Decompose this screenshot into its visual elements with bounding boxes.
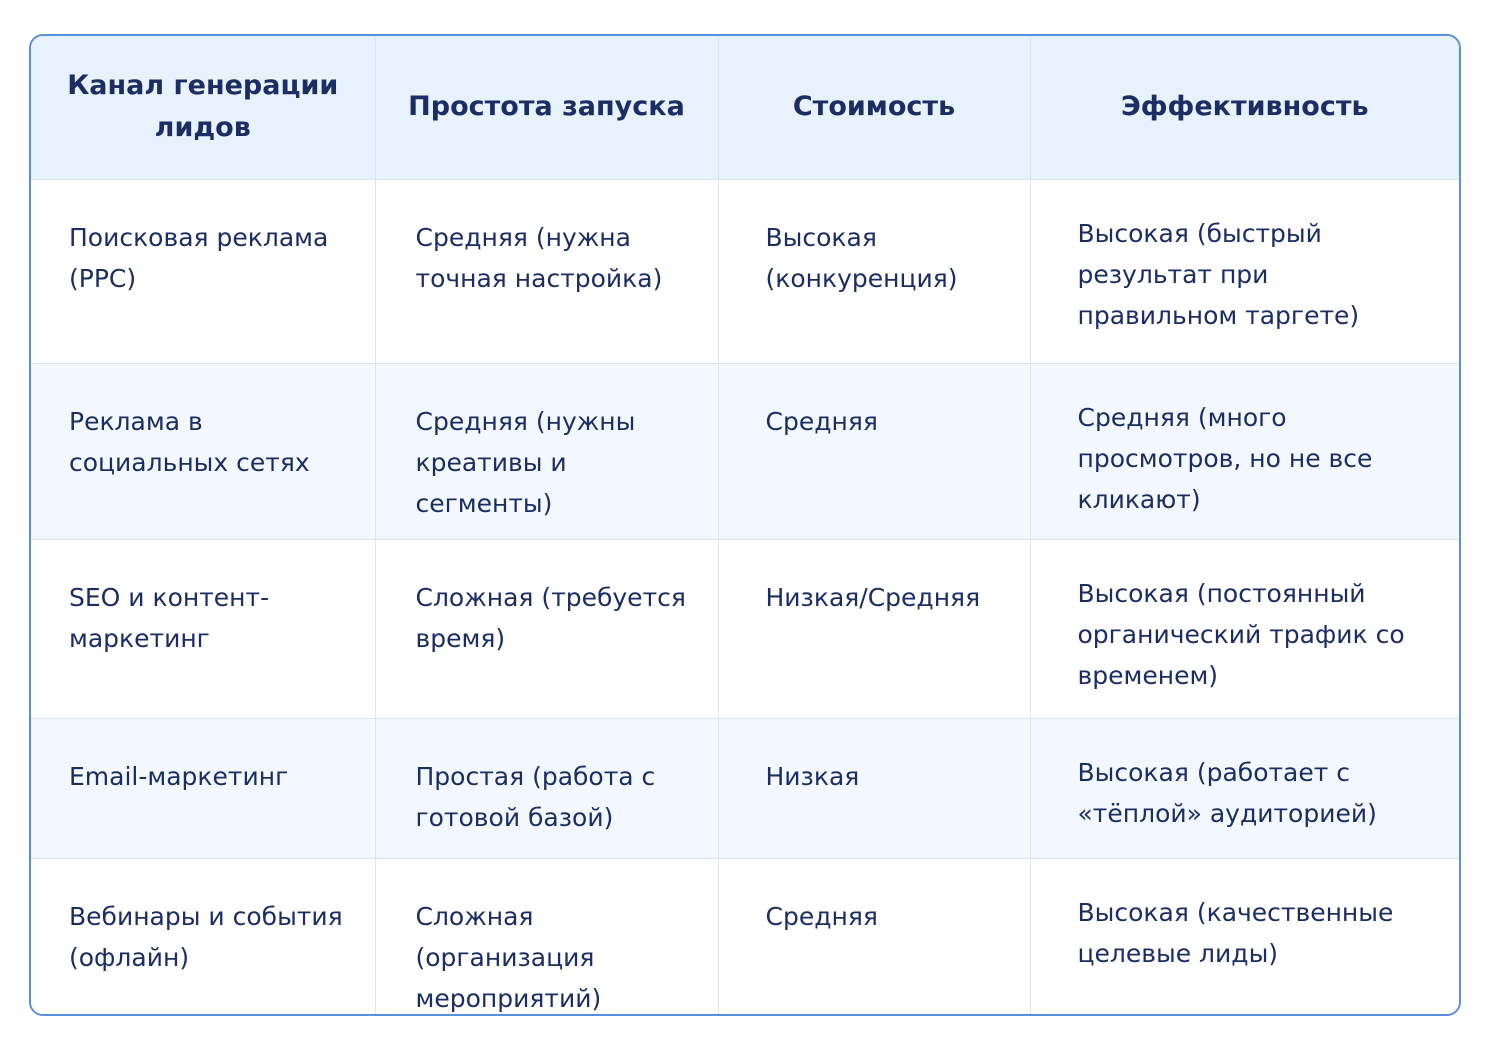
cell-cost: Средняя [718,363,1030,539]
header-channel: Канал генерации лидов [31,36,375,179]
header-cost: Стоимость [718,36,1030,179]
cell-ease: Сложная (требуется время) [375,539,718,718]
table-row [31,363,1459,539]
cell-cost: Низкая [718,718,1030,858]
cell-ease: Простая (работа с готовой базой) [375,718,718,858]
header-effectiveness: Эффективность [1030,36,1459,179]
cell-cost: Низкая/Средняя [718,539,1030,718]
table-row [31,539,1459,718]
cell-effectiveness: Высокая (быстрый результат при правильном таргете) [1030,179,1459,363]
cell-effectiveness: Высокая (работает с «тёплой» аудиторией) [1030,718,1459,858]
cell-effectiveness: Высокая (качественные целевые лиды) [1030,858,1459,1016]
cell-channel: Поисковая реклама (PPC) [31,179,375,363]
table-header-row [31,36,1459,179]
cell-ease: Сложная (организация мероприятий) [375,858,718,1016]
cell-cost: Высокая (конкуренция) [718,179,1030,363]
cell-channel: SEO и контент-маркетинг [31,539,375,718]
lead-channels-table [31,36,1459,1016]
cell-effectiveness: Высокая (постоянный органический трафик со временем) [1030,539,1459,718]
comparison-table-frame [29,34,1461,1016]
table-row [31,179,1459,363]
cell-ease: Средняя (нужна точная настройка) [375,179,718,363]
cell-channel: Email-маркетинг [31,718,375,858]
cell-ease: Средняя (нужны креативы и сегменты) [375,363,718,539]
header-ease: Простота запуска [375,36,718,179]
table-row [31,858,1459,1016]
cell-cost: Средняя [718,858,1030,1016]
cell-channel: Вебинары и события (офлайн) [31,858,375,1016]
cell-channel: Реклама в социальных сетях [31,363,375,539]
table-row [31,718,1459,858]
cell-effectiveness: Средняя (много просмотров, но не все кликают) [1030,363,1459,539]
